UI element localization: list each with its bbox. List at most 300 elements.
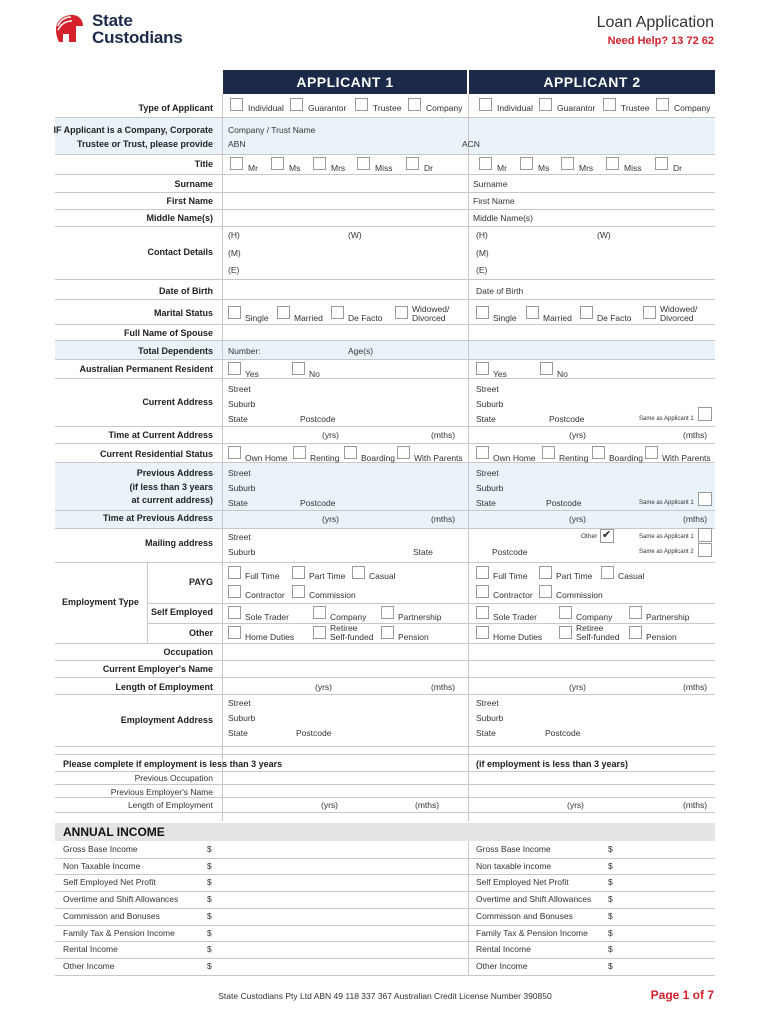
label-prev-occupation: Previous Occupation <box>134 773 213 783</box>
a2-trustee-checkbox[interactable] <box>603 98 616 111</box>
mailing-postcode[interactable]: Postcode <box>492 547 528 557</box>
a2-sole-trader-checkbox[interactable] <box>476 606 489 619</box>
label-time-previous: Time at Previous Address <box>102 513 213 523</box>
row-line <box>55 226 715 227</box>
mailing-suburb[interactable]: Suburb <box>228 547 256 557</box>
row-line <box>55 174 715 175</box>
a1-trustee-label: Trustee <box>373 103 402 113</box>
a1-prev-emp-mths[interactable]: (mths) <box>415 800 440 810</box>
a1-pension-checkbox[interactable] <box>381 626 394 639</box>
a1-current-mths[interactable]: (mths) <box>431 430 456 440</box>
a1-pension-label: Pension <box>398 632 429 642</box>
a2-same-as-app1-label: Same as Applicant 1 <box>639 416 694 422</box>
a2-partnership-checkbox[interactable] <box>629 606 642 619</box>
a1-partnership-label: Partnership <box>398 612 442 622</box>
a2-pension-checkbox[interactable] <box>629 626 642 639</box>
a2-prev-state[interactable]: State <box>476 498 496 508</box>
mailing-street[interactable]: Street <box>228 532 251 542</box>
row-line <box>55 746 715 747</box>
label-mailing: Mailing address <box>144 538 213 548</box>
income-amount-a1[interactable]: $ <box>207 894 212 905</box>
label-previous-2: (if less than 3 years <box>129 482 213 492</box>
label-employer: Current Employer's Name <box>102 664 213 674</box>
a2-street[interactable]: Street <box>476 384 499 394</box>
row-line <box>147 603 715 604</box>
a2-company-checkbox[interactable] <box>656 98 669 111</box>
a1-with-parents-label: With Parents <box>414 453 463 463</box>
row-line <box>55 925 715 926</box>
income-amount-a2[interactable]: $ <box>608 877 613 888</box>
a2-prev-yrs[interactable]: (yrs) <box>569 514 586 524</box>
a1-company-label: Company <box>426 103 463 113</box>
a1-renting-label: Renting <box>310 453 340 463</box>
a2-emp-street[interactable]: Street <box>476 698 499 708</box>
label-occupation: Occupation <box>163 647 213 657</box>
a2-pension-label: Pension <box>646 632 677 642</box>
row-line <box>55 426 715 427</box>
a2-mrs-checkbox[interactable] <box>561 157 574 170</box>
label-marital: Marital Status <box>153 308 213 318</box>
a1-widowed-checkbox[interactable] <box>395 306 408 319</box>
acn-field[interactable]: ACN <box>462 139 480 149</box>
label-contact: Contact Details <box>147 247 213 257</box>
a2-resident-yes-checkbox[interactable] <box>476 362 489 375</box>
a1-resident-yes-label: Yes <box>245 369 259 379</box>
a1-single-label: Single <box>245 313 269 323</box>
row-line <box>55 941 715 942</box>
a2-ms-label: Ms <box>538 163 550 173</box>
a1-married-checkbox[interactable] <box>277 306 290 319</box>
label-employment-address: Employment Address <box>120 715 213 725</box>
a2-boarding-checkbox[interactable] <box>592 446 605 459</box>
divider <box>222 94 223 821</box>
a2-mrs-label: Mrs <box>579 163 594 173</box>
prev-employment-note-2: (if employment is less than 3 years) <box>476 759 629 769</box>
a2-phone-mobile[interactable]: (M) <box>476 248 489 258</box>
a2-dob[interactable]: Date of Birth <box>476 286 524 296</box>
a1-dr-checkbox[interactable] <box>406 157 419 170</box>
income-label-a2: Non taxable income <box>476 860 552 871</box>
label-spouse: Full Name of Spouse <box>123 328 213 338</box>
mailing-other-label: Other <box>581 533 598 540</box>
income-amount-a1[interactable]: $ <box>207 860 212 871</box>
a2-individual-label: Individual <box>497 103 533 113</box>
abn-field[interactable]: ABN <box>228 139 246 149</box>
label-dependents: Total Dependents <box>138 346 213 356</box>
label-payg: PAYG <box>188 577 213 587</box>
a1-guarantor-label: Guarantor <box>308 103 347 113</box>
dependents-number[interactable]: Number: <box>228 346 261 356</box>
label-prev-length: Length of Employment <box>127 800 213 810</box>
row-line <box>147 623 715 624</box>
income-label-a2: Self Employed Net Profit <box>476 877 569 888</box>
a2-suburb[interactable]: Suburb <box>476 399 504 409</box>
a1-emp-suburb[interactable]: Suburb <box>228 713 256 723</box>
a2-surname[interactable]: Surname <box>473 179 508 189</box>
a2-single-label: Single <box>493 313 517 323</box>
a2-prev-mths[interactable]: (mths) <box>683 514 708 524</box>
a1-home-duties-label: Home Duties <box>245 632 295 642</box>
a2-own-home-checkbox[interactable] <box>476 446 489 459</box>
checkmark-icon: ✔ <box>602 529 612 541</box>
label-title: Title <box>194 159 213 169</box>
income-label-a1: Self Employed Net Profit <box>63 877 156 888</box>
label-company-2: Trustee or Trust, please provide <box>76 139 213 149</box>
a1-prev-yrs[interactable]: (yrs) <box>322 514 339 524</box>
a2-prev-emp-yrs[interactable]: (yrs) <box>567 800 584 810</box>
a2-prev-postcode[interactable]: Postcode <box>546 498 582 508</box>
income-label-a1: Rental Income <box>63 944 118 955</box>
a1-partnership-checkbox[interactable] <box>381 606 394 619</box>
income-amount-a1[interactable]: $ <box>207 910 212 921</box>
income-label-a1: Gross Base Income <box>63 844 138 854</box>
row-line <box>55 975 715 976</box>
income-label-a1: Overtime and Shift Allowances <box>63 894 179 905</box>
label-other: Other <box>188 628 213 638</box>
row-line <box>55 378 715 379</box>
a1-emp-mths[interactable]: (mths) <box>431 682 456 692</box>
a2-company-emp-label: Company <box>576 612 613 622</box>
a1-divorced-label: Divorced <box>412 313 446 323</box>
income-label-a1: Commisson and Bonuses <box>63 910 160 921</box>
a2-married-label: Married <box>543 313 572 323</box>
divider <box>468 94 469 821</box>
row-line <box>55 279 715 280</box>
income-label-a2: Family Tax & Pension Income <box>476 927 588 938</box>
label-type: Type of Applicant <box>138 103 213 113</box>
a2-full-time-label: Full Time <box>493 571 528 581</box>
document-title: Loan Application <box>596 14 714 31</box>
a1-resident-no-checkbox[interactable] <box>292 362 305 375</box>
a1-full-time-label: Full Time <box>245 571 280 581</box>
a1-company-checkbox[interactable] <box>408 98 421 111</box>
a1-retiree-checkbox[interactable] <box>313 626 326 639</box>
a2-commission-checkbox[interactable] <box>539 585 552 598</box>
a1-email[interactable]: (E) <box>228 265 240 275</box>
a2-prev-suburb[interactable]: Suburb <box>476 483 504 493</box>
a2-postcode[interactable]: Postcode <box>549 414 585 424</box>
a2-retiree-label: Retiree <box>576 623 604 633</box>
a1-boarding-checkbox[interactable] <box>344 446 357 459</box>
label-dob: Date of Birth <box>159 286 213 296</box>
row-line <box>55 340 715 341</box>
a1-postcode[interactable]: Postcode <box>300 414 336 424</box>
a1-commission-label: Commission <box>309 590 356 600</box>
divider <box>468 841 469 976</box>
a1-miss-label: Miss <box>375 163 393 173</box>
a1-home-duties-checkbox[interactable] <box>228 626 241 639</box>
income-label-a1: Non Taxable Income <box>63 860 141 871</box>
income-label-a2: Other Income <box>476 960 528 971</box>
a1-company-emp-label: Company <box>330 612 367 622</box>
a1-contractor-checkbox[interactable] <box>228 585 241 598</box>
row-line <box>55 858 715 859</box>
row-line <box>55 797 715 798</box>
row-line <box>55 324 715 325</box>
a1-emp-yrs[interactable]: (yrs) <box>315 682 332 692</box>
label-middle-names: Middle Name(s) <box>146 213 213 223</box>
mailing-same-app1-label: Same as Applicant 1 <box>639 534 694 540</box>
row-line <box>55 117 715 118</box>
a1-casual-label: Casual <box>369 571 396 581</box>
income-amount-a1[interactable]: $ <box>207 927 212 938</box>
a2-state[interactable]: State <box>476 414 496 424</box>
label-resident: Australian Permanent Resident <box>79 364 213 374</box>
a2-widowed-label: Widowed/ <box>660 304 698 314</box>
a1-current-yrs[interactable]: (yrs) <box>322 430 339 440</box>
a2-middle-names[interactable]: Middle Name(s) <box>473 213 533 223</box>
row-line <box>55 443 715 444</box>
row-line <box>55 874 715 875</box>
a1-single-checkbox[interactable] <box>228 306 241 319</box>
a1-miss-checkbox[interactable] <box>357 157 370 170</box>
a1-mrs-checkbox[interactable] <box>313 157 326 170</box>
a2-casual-checkbox[interactable] <box>601 566 614 579</box>
a2-emp-suburb[interactable]: Suburb <box>476 713 504 723</box>
income-amount-a1[interactable]: $ <box>207 844 212 854</box>
a1-mr-label: Mr <box>248 163 258 173</box>
a2-part-time-label: Part Time <box>556 571 593 581</box>
a2-trustee-label: Trustee <box>621 103 650 113</box>
a1-guarantor-checkbox[interactable] <box>290 98 303 111</box>
a2-prev-same-label: Same as Applicant 1 <box>639 500 694 506</box>
row-line <box>55 510 715 511</box>
a1-sole-trader-checkbox[interactable] <box>228 606 241 619</box>
income-amount-a2[interactable]: $ <box>608 844 613 854</box>
a1-resident-no-label: No <box>309 369 320 379</box>
a1-suburb[interactable]: Suburb <box>228 399 256 409</box>
a2-dr-label: Dr <box>673 163 682 173</box>
row-line <box>55 771 715 772</box>
company-trust-name[interactable]: Company / Trust Name <box>228 125 316 135</box>
mailing-same-app2-checkbox[interactable] <box>698 543 712 557</box>
a1-prev-street[interactable]: Street <box>228 468 251 478</box>
income-label-a2: Overtime and Shift Allowances <box>476 894 592 905</box>
a1-self-funded-label: Self-funded <box>330 632 374 642</box>
a1-casual-checkbox[interactable] <box>352 566 365 579</box>
a2-defacto-checkbox[interactable] <box>580 306 593 319</box>
a1-prev-suburb[interactable]: Suburb <box>228 483 256 493</box>
a1-emp-state[interactable]: State <box>228 728 248 738</box>
page-number: Page 1 of 7 <box>650 988 714 1002</box>
a1-state[interactable]: State <box>228 414 248 424</box>
a1-prev-postcode[interactable]: Postcode <box>300 498 336 508</box>
a2-prev-street[interactable]: Street <box>476 468 499 478</box>
a2-part-time-checkbox[interactable] <box>539 566 552 579</box>
a2-retiree-checkbox[interactable] <box>559 626 572 639</box>
a2-emp-yrs[interactable]: (yrs) <box>569 682 586 692</box>
a2-mr-checkbox[interactable] <box>479 157 492 170</box>
a1-phone-work[interactable]: (W) <box>348 230 362 240</box>
income-label-a2: Commisson and Bonuses <box>476 910 573 921</box>
a2-commission-label: Commission <box>556 590 603 600</box>
a2-defacto-label: De Facto <box>597 313 632 323</box>
a2-first-name[interactable]: First Name <box>473 196 515 206</box>
row-line <box>55 528 715 529</box>
a1-prev-emp-yrs[interactable]: (yrs) <box>321 800 338 810</box>
a2-emp-mths[interactable]: (mths) <box>683 682 708 692</box>
gladiator-helmet-icon <box>52 12 86 46</box>
a2-divorced-label: Divorced <box>660 313 694 323</box>
a1-full-time-checkbox[interactable] <box>228 566 241 579</box>
a2-partnership-label: Partnership <box>646 612 690 622</box>
a1-renting-checkbox[interactable] <box>293 446 306 459</box>
income-amount-a1[interactable]: $ <box>207 944 212 955</box>
income-amount-a2[interactable]: $ <box>608 960 613 971</box>
a1-mrs-label: Mrs <box>331 163 346 173</box>
a1-street[interactable]: Street <box>228 384 251 394</box>
a2-sole-trader-label: Sole Trader <box>493 612 537 622</box>
a1-own-home-checkbox[interactable] <box>228 446 241 459</box>
applicant-1-header: APPLICANT 1 <box>223 70 467 94</box>
a2-resident-no-checkbox[interactable] <box>540 362 553 375</box>
a2-home-duties-label: Home Duties <box>493 632 543 642</box>
a2-phone-home[interactable]: (H) <box>476 230 488 240</box>
a1-ms-checkbox[interactable] <box>271 157 284 170</box>
a2-prev-same-checkbox[interactable] <box>698 492 712 506</box>
a1-dr-label: Dr <box>424 163 433 173</box>
a2-married-checkbox[interactable] <box>526 306 539 319</box>
a2-emp-state[interactable]: State <box>476 728 496 738</box>
a1-prev-mths[interactable]: (mths) <box>431 514 456 524</box>
row-line <box>55 154 715 155</box>
row-line <box>55 677 715 678</box>
income-amount-a2[interactable]: $ <box>608 910 613 921</box>
a2-boarding-label: Boarding <box>609 453 644 463</box>
a2-contractor-label: Contractor <box>493 590 533 600</box>
a2-resident-no-label: No <box>557 369 568 379</box>
a2-current-yrs[interactable]: (yrs) <box>569 430 586 440</box>
a1-ms-label: Ms <box>289 163 301 173</box>
a2-ms-checkbox[interactable] <box>520 157 533 170</box>
a2-guarantor-checkbox[interactable] <box>539 98 552 111</box>
a1-phone-mobile[interactable]: (M) <box>228 248 241 258</box>
a2-miss-label: Miss <box>624 163 642 173</box>
label-company-1: IF Applicant is a Company, Corporate <box>53 125 213 135</box>
row-line <box>55 299 715 300</box>
label-self-employed: Self Employed <box>150 607 213 617</box>
a2-casual-label: Casual <box>618 571 645 581</box>
row-line <box>55 958 715 959</box>
income-label-a2: Rental Income <box>476 944 531 955</box>
brand-name <box>92 12 183 46</box>
a1-retiree-label: Retiree <box>330 623 358 633</box>
income-amount-a1[interactable]: $ <box>207 877 212 888</box>
income-label-a1: Family Tax & Pension Income <box>63 927 175 938</box>
label-length: Length of Employment <box>115 682 213 692</box>
a2-with-parents-checkbox[interactable] <box>645 446 658 459</box>
a1-sole-trader-label: Sole Trader <box>245 612 289 622</box>
a2-renting-checkbox[interactable] <box>542 446 555 459</box>
a2-single-checkbox[interactable] <box>476 306 489 319</box>
a1-phone-home[interactable]: (H) <box>228 230 240 240</box>
a2-phone-work[interactable]: (W) <box>597 230 611 240</box>
a2-same-as-app1-checkbox[interactable] <box>698 407 712 421</box>
row-line <box>55 694 715 695</box>
a2-resident-yes-label: Yes <box>493 369 507 379</box>
label-previous-3: at current address) <box>131 495 213 505</box>
label-current-address: Current Address <box>142 397 213 407</box>
a1-company-emp-checkbox[interactable] <box>313 606 326 619</box>
a2-dr-checkbox[interactable] <box>655 157 668 170</box>
a1-resident-yes-checkbox[interactable] <box>228 362 241 375</box>
income-label-a2: Gross Base Income <box>476 844 551 854</box>
mailing-state[interactable]: State <box>413 547 433 557</box>
a2-contractor-checkbox[interactable] <box>476 585 489 598</box>
a1-defacto-checkbox[interactable] <box>331 306 344 319</box>
row-line <box>55 643 715 644</box>
a2-prev-emp-mths[interactable]: (mths) <box>683 800 708 810</box>
a2-with-parents-label: With Parents <box>662 453 711 463</box>
a1-defacto-label: De Facto <box>348 313 383 323</box>
a2-renting-label: Renting <box>559 453 589 463</box>
dependents-ages[interactable]: Age(s) <box>348 346 374 356</box>
label-first-name: First Name <box>166 196 213 206</box>
label-time-current: Time at Current Address <box>108 430 213 440</box>
label-prev-employer: Previous Employer's Name <box>110 787 213 797</box>
a2-emp-postcode[interactable]: Postcode <box>545 728 581 738</box>
a2-email[interactable]: (E) <box>476 265 488 275</box>
applicant-2-header: APPLICANT 2 <box>469 70 715 94</box>
a1-mr-checkbox[interactable] <box>230 157 243 170</box>
logo <box>52 12 183 46</box>
income-amount-a2[interactable]: $ <box>608 927 613 938</box>
a1-emp-street[interactable]: Street <box>228 698 251 708</box>
a1-prev-state[interactable]: State <box>228 498 248 508</box>
a1-trustee-checkbox[interactable] <box>355 98 368 111</box>
label-previous-1: Previous Address <box>136 468 213 478</box>
row-line <box>55 754 715 755</box>
a1-contractor-label: Contractor <box>245 590 285 600</box>
a2-current-mths[interactable]: (mths) <box>683 430 708 440</box>
label-employment-type: Employment Type <box>62 597 139 607</box>
brand-line-1: State <box>92 11 133 30</box>
a2-individual-checkbox[interactable] <box>479 98 492 111</box>
a1-individual-checkbox[interactable] <box>230 98 243 111</box>
a2-home-duties-checkbox[interactable] <box>476 626 489 639</box>
a1-part-time-checkbox[interactable] <box>292 566 305 579</box>
a2-guarantor-label: Guarantor <box>557 103 596 113</box>
mailing-same-app1-checkbox[interactable] <box>698 528 712 542</box>
row-line <box>55 812 715 813</box>
income-amount-a2[interactable]: $ <box>608 860 613 871</box>
a2-company-emp-checkbox[interactable] <box>559 606 572 619</box>
a2-self-funded-label: Self-funded <box>576 632 620 642</box>
income-amount-a2[interactable]: $ <box>608 944 613 955</box>
a1-boarding-label: Boarding <box>361 453 396 463</box>
row-line <box>55 192 715 193</box>
a1-commission-checkbox[interactable] <box>292 585 305 598</box>
mailing-same-app2-label: Same as Applicant 2 <box>639 549 694 555</box>
a1-widowed-label: Widowed/ <box>412 304 450 314</box>
a2-miss-checkbox[interactable] <box>606 157 619 170</box>
income-amount-a1[interactable]: $ <box>207 960 212 971</box>
label-residential-status: Current Residential Status <box>99 449 213 459</box>
a1-part-time-label: Part Time <box>309 571 346 581</box>
row-line <box>55 891 715 892</box>
a2-widowed-checkbox[interactable] <box>643 306 656 319</box>
a2-full-time-checkbox[interactable] <box>476 566 489 579</box>
footer-text: State Custodians Pty Ltd ABN 49 118 337 367 Australian Credit License Number 390850 <box>218 991 552 1001</box>
brand-line-2: Custodians <box>92 28 183 47</box>
income-label-a1: Other Income <box>63 960 115 971</box>
help-phone[interactable]: Need Help? 13 72 62 <box>607 35 714 47</box>
row-line <box>55 562 715 563</box>
a1-own-home-label: Own Home <box>245 453 288 463</box>
a1-emp-postcode[interactable]: Postcode <box>296 728 332 738</box>
income-amount-a2[interactable]: $ <box>608 894 613 905</box>
a1-with-parents-checkbox[interactable] <box>397 446 410 459</box>
